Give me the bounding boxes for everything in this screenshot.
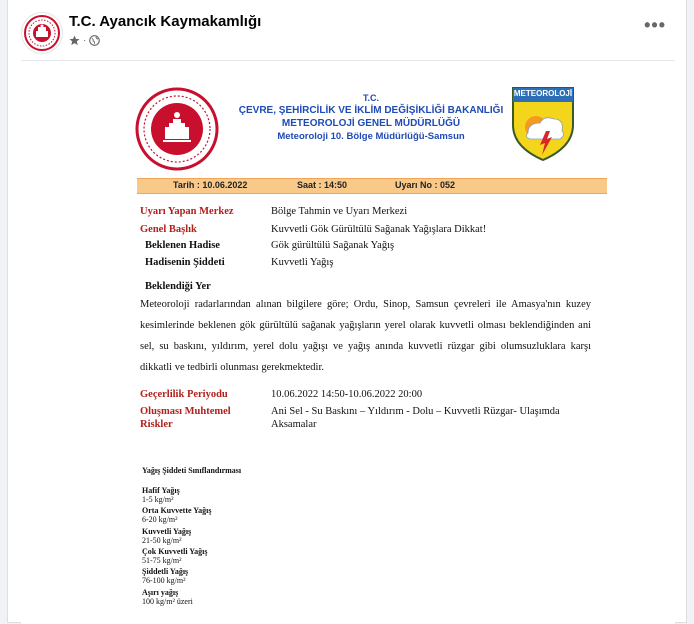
post-meta: [69, 35, 100, 46]
meta-separator: ·: [83, 35, 87, 46]
warning-number: Uyarı No : 052: [395, 180, 456, 190]
risks-label-line2: Riskler: [140, 419, 173, 430]
globe-icon[interactable]: [89, 35, 100, 46]
doc-header-regional: Meteoroloji 10. Bölge Müdürlüğü-Samsun: [277, 131, 465, 142]
risks-value-line1: Ani Sel - Su Baskını – Yıldırım - Dolu – Kuvvetli Rüzgar- Ulaşımda: [271, 406, 560, 417]
government-seal-icon: [22, 13, 62, 53]
center-value: Bölge Tahmin ve Uyarı Merkezi: [271, 206, 408, 217]
classification-item-name: Orta Kuvvette Yağış: [142, 506, 212, 515]
classification-item-value: 21-50 kg/m²: [142, 536, 182, 545]
post-card: [7, 0, 687, 623]
star-icon[interactable]: [69, 35, 80, 46]
warning-info-bar: [137, 178, 607, 194]
warning-date: Tarih : 10.06.2022: [173, 180, 248, 190]
post-header: [8, 0, 686, 58]
classification-title: Yağış Şiddeti Sınıflandırması: [142, 466, 242, 475]
classification-item-name: Şiddetli Yağış: [142, 567, 189, 576]
severity-value: Kuvvetli Yağış: [271, 257, 334, 268]
title-value: Kuvvetli Gök Gürültülü Sağanak Yağışlara Dikkat!: [271, 224, 487, 235]
classification-item-value: 6-20 kg/m²: [142, 515, 178, 524]
center-label: Uyarı Yapan Merkez: [140, 206, 234, 217]
doc-header-directorate: METEOROLOJİ GENEL MÜDÜRLÜĞÜ: [281, 118, 461, 129]
avatar[interactable]: [21, 12, 63, 54]
place-label: Beklendiği Yer: [145, 281, 211, 292]
warning-document-image[interactable]: [21, 60, 675, 624]
risks-value-line2: Aksamalar: [271, 419, 317, 430]
event-label: Beklenen Hadise: [145, 240, 220, 251]
classification-item-name: Hafif Yağış: [142, 486, 180, 495]
classification-item-name: Çok Kuvvetli Yağış: [142, 547, 208, 556]
meteorology-logo-text: METEOROLOJİ: [513, 89, 573, 98]
more-options-button[interactable]: •••: [644, 15, 666, 35]
classification-item-value: 100 kg/m² üzeri: [142, 597, 193, 606]
severity-label: Hadisenin Şiddeti: [145, 257, 225, 268]
classification-item-value: 1-5 kg/m²: [142, 495, 174, 504]
validity-value: 10.06.2022 14:50-10.06.2022 20:00: [271, 389, 423, 400]
classification-item-value: 51-75 kg/m²: [142, 556, 182, 565]
page-name[interactable]: T.C. Ayancık Kaymakamlığı: [69, 13, 262, 30]
warning-paragraph: Meteoroloji radarlarından alınan bilgilere göre; Ordu, Sinop, Samsun çevreleri ile Amasya'nın kuzey kesimlerinde beklenen gök gürültülü sağanak yağışların yerel olarak kuvvetli olması beklendiğinden ani sel, su baskını, yıldırım, yerel dolu yağışı ve yağış anında kuvvetli rüzgar gibi olumsuzluklara karşı dikkatli ve tedbirli olunması gerekmektedir.: [140, 299, 591, 373]
doc-header-tc: T.C.: [362, 93, 379, 103]
risks-label-line1: Oluşması Muhtemel: [140, 406, 231, 417]
event-value: Gök gürültülü Sağanak Yağış: [271, 240, 395, 251]
classification-item-name: Aşırı yağış: [142, 588, 179, 597]
title-label: Genel Başlık: [140, 224, 197, 235]
classification-item-value: 76-100 kg/m²: [142, 576, 186, 585]
validity-label: Geçerlilik Periyodu: [140, 389, 228, 400]
classification-item-name: Kuvvetli Yağış: [142, 527, 192, 536]
ministry-seal-icon: [135, 87, 219, 171]
warning-time: Saat : 14:50: [297, 180, 348, 190]
doc-header-ministry: ÇEVRE, ŞEHİRCİLİK VE İKLİM DEĞİŞİKLİĞİ BAKANLIĞI: [238, 105, 504, 116]
